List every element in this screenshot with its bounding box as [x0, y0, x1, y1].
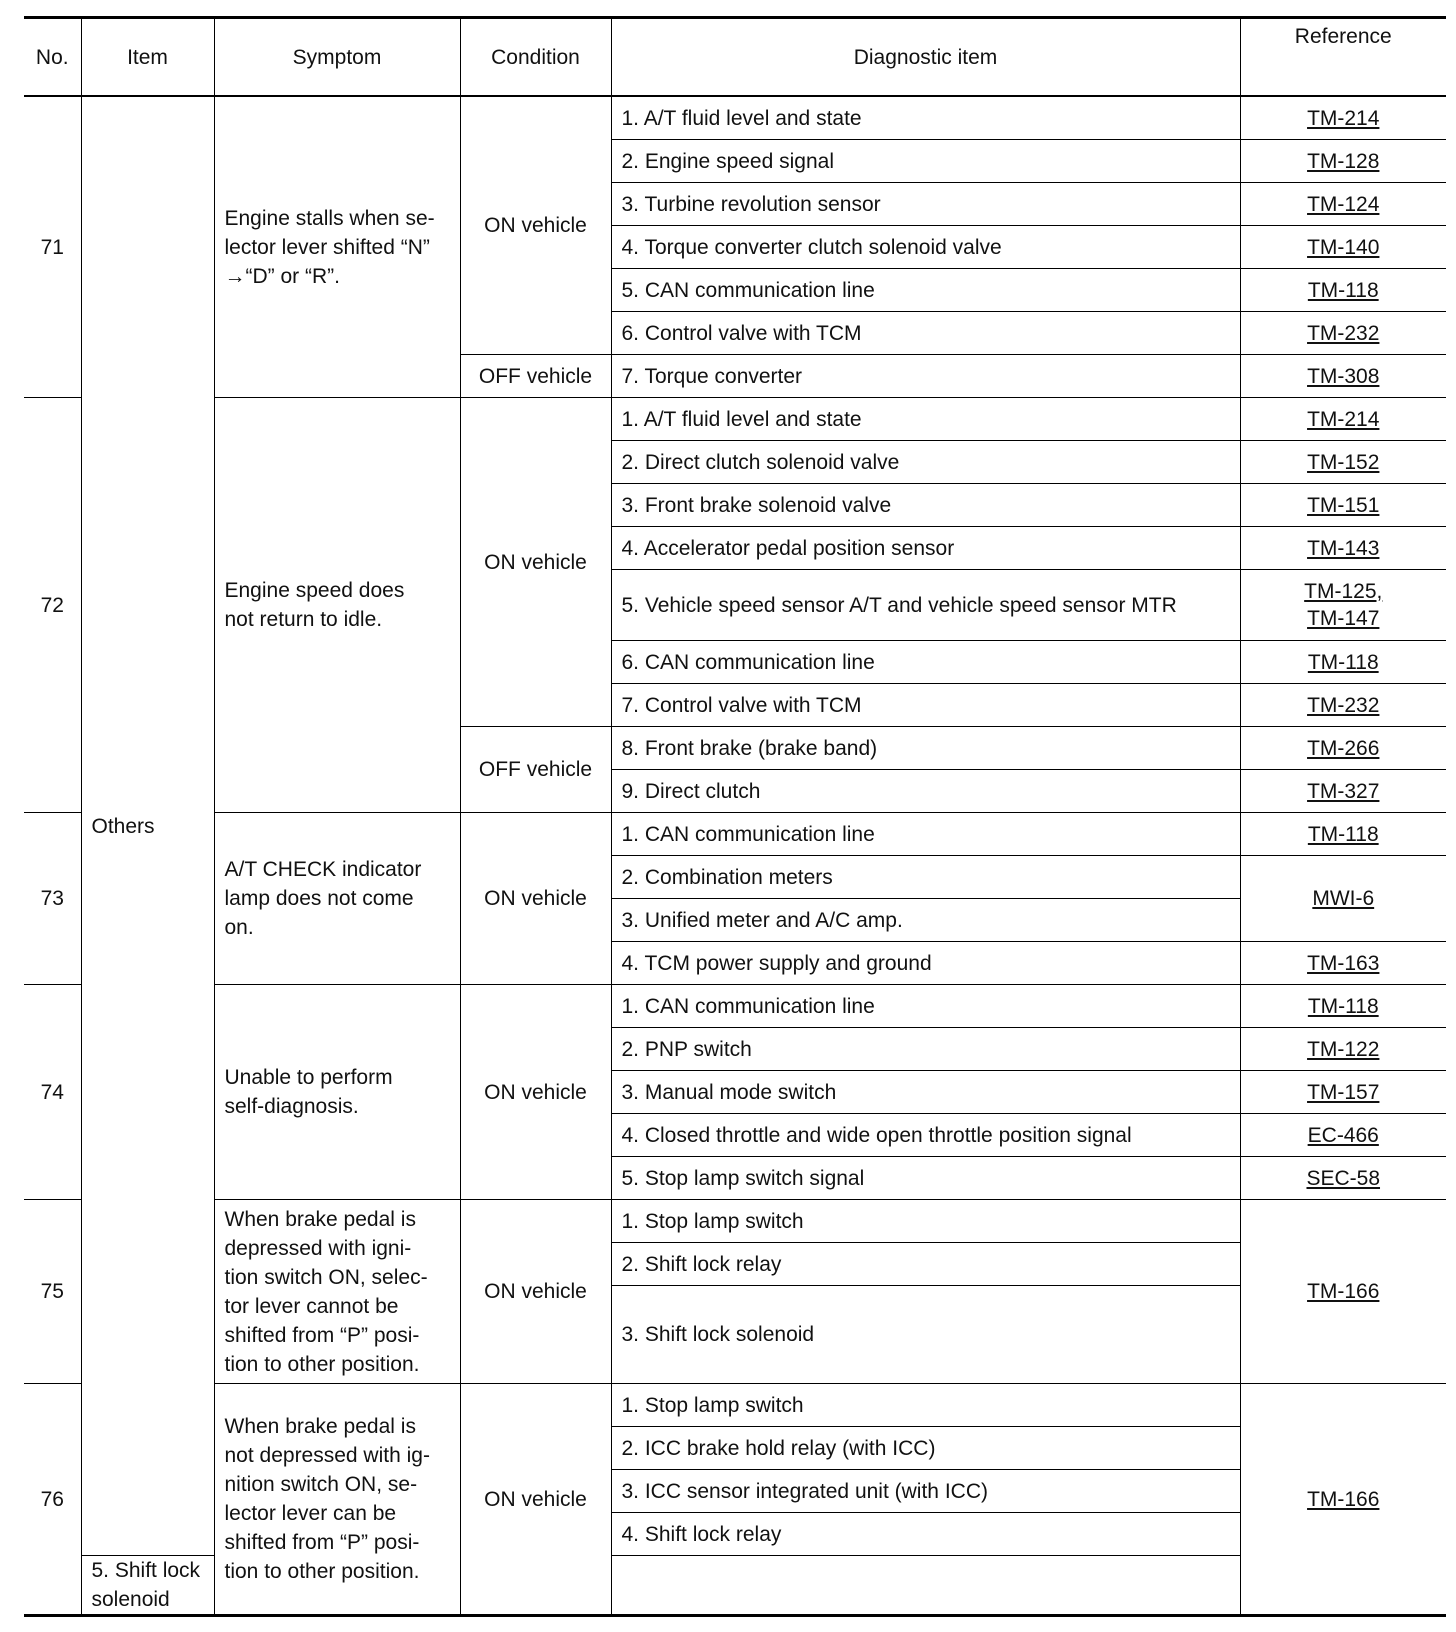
diagnostic-item: 1. CAN communication line — [611, 813, 1240, 856]
diagnostic-item: 7. Control valve with TCM — [611, 684, 1240, 727]
table-row — [24, 1200, 1446, 1243]
header-diagnostic-item: Diagnostic item — [611, 18, 1240, 97]
diagnostic-item: 4. Torque converter clutch solenoid valve — [611, 226, 1240, 269]
reference-link[interactable]: TM-157 — [1240, 1071, 1446, 1114]
reference-link[interactable]: TM-152 — [1240, 441, 1446, 484]
header-reference: Reference — [1240, 18, 1446, 97]
diagnostic-item: 8. Front brake (brake band) — [611, 727, 1240, 770]
diagnostic-item: 3. Manual mode switch — [611, 1071, 1240, 1114]
reference-link[interactable]: TM-140 — [1240, 226, 1446, 269]
diagnosis-table-container — [24, 16, 1446, 1617]
diagnostic-item: 1. CAN communication line — [611, 985, 1240, 1028]
diagnostic-item: 3. Shift lock solenoid — [611, 1286, 1240, 1384]
reference-link[interactable]: EC-466 — [1240, 1114, 1446, 1157]
row-number: 76 — [24, 1384, 81, 1616]
diagnostic-item: 4. Closed throttle and wide open throttle position signal — [611, 1114, 1240, 1157]
diagnostic-item: 3. Turbine revolution sensor — [611, 183, 1240, 226]
reference-link[interactable]: TM-118 — [1240, 985, 1446, 1028]
diagnostic-item: 5. CAN communication line — [611, 269, 1240, 312]
table-row — [24, 398, 1446, 441]
reference-link[interactable]: TM-214 — [1240, 96, 1446, 140]
row-number: 75 — [24, 1200, 81, 1384]
symptom-text: Engine speed does not return to idle. — [214, 398, 460, 813]
reference-link[interactable]: TM-151 — [1240, 484, 1446, 527]
diagnostic-item: 9. Direct clutch — [611, 770, 1240, 813]
reference-link[interactable]: TM-122 — [1240, 1028, 1446, 1071]
symptom-text: When brake pedal is depressed with igni- tion switch ON, selec- tor lever cannot be shifted from “P” posi- tion to other position. — [214, 1200, 460, 1384]
reference-link[interactable]: TM-232 — [1240, 684, 1446, 727]
row-number: 73 — [24, 813, 81, 985]
reference-link[interactable]: TM-118 — [1240, 269, 1446, 312]
reference-link[interactable]: TM-308 — [1240, 355, 1446, 398]
diagnostic-item: 2. ICC brake hold relay (with ICC) — [611, 1427, 1240, 1470]
diagnostic-item: 2. Direct clutch solenoid valve — [611, 441, 1240, 484]
reference-link[interactable]: TM-118 — [1240, 813, 1446, 856]
diagnostic-item: 1. Stop lamp switch — [611, 1384, 1240, 1427]
diagnostic-item: 2. PNP switch — [611, 1028, 1240, 1071]
condition-label: ON vehicle — [460, 985, 611, 1200]
symptom-text: A/T CHECK indicator lamp does not come on. — [214, 813, 460, 985]
symptom-text: When brake pedal is not depressed with ig- nition switch ON, se- lector lever can be shifted from “P” posi- tion to other position. — [214, 1384, 460, 1616]
symptom-diagnosis-table — [24, 16, 1446, 1617]
table-row — [24, 96, 1446, 140]
diagnostic-item: 3. Unified meter and A/C amp. — [611, 899, 1240, 942]
diagnostic-item: 3. ICC sensor integrated unit (with ICC) — [611, 1470, 1240, 1513]
diagnostic-item: 5. Shift lock solenoid — [81, 1556, 214, 1616]
reference-link[interactable]: TM-214 — [1240, 398, 1446, 441]
table-row — [24, 985, 1446, 1028]
reference-link[interactable]: TM-166 — [1240, 1200, 1446, 1384]
table-row — [24, 813, 1446, 856]
diagnostic-item: 4. Accelerator pedal position sensor — [611, 527, 1240, 570]
diagnostic-item: 2. Shift lock relay — [611, 1243, 1240, 1286]
condition-label: OFF vehicle — [460, 355, 611, 398]
diagnostic-item: 1. A/T fluid level and state — [611, 398, 1240, 441]
diagnostic-item: 3. Front brake solenoid valve — [611, 484, 1240, 527]
diagnostic-item: 1. A/T fluid level and state — [611, 96, 1240, 140]
reference-link[interactable]: SEC-58 — [1240, 1157, 1446, 1200]
condition-label: OFF vehicle — [460, 727, 611, 813]
diagnostic-item: 4. TCM power supply and ground — [611, 942, 1240, 985]
reference-link[interactable]: TM-118 — [1240, 641, 1446, 684]
diagnostic-item: 7. Torque converter — [611, 355, 1240, 398]
row-number: 72 — [24, 398, 81, 813]
reference-link[interactable]: TM-266 — [1240, 727, 1446, 770]
diagnostic-item: 1. Stop lamp switch — [611, 1200, 1240, 1243]
table-row — [24, 1384, 1446, 1427]
condition-label: ON vehicle — [460, 398, 611, 727]
condition-label: ON vehicle — [460, 1200, 611, 1384]
condition-label: ON vehicle — [460, 96, 611, 355]
reference-link[interactable]: TM-166 — [1240, 1384, 1446, 1616]
header-row — [24, 18, 1446, 97]
diagnostic-item: 4. Shift lock relay — [611, 1513, 1240, 1556]
diagnostic-item: 5. Vehicle speed sensor A/T and vehicle speed sensor MTR — [611, 570, 1240, 641]
header-item: Item — [81, 18, 214, 97]
diagnostic-item: 6. Control valve with TCM — [611, 312, 1240, 355]
condition-label: ON vehicle — [460, 1384, 611, 1616]
diagnostic-item: 6. CAN communication line — [611, 641, 1240, 684]
header-no: No. — [24, 18, 81, 97]
diagnostic-item: 5. Stop lamp switch signal — [611, 1157, 1240, 1200]
reference-link[interactable]: TM-124 — [1240, 183, 1446, 226]
diagnostic-item: 2. Engine speed signal — [611, 140, 1240, 183]
reference-link[interactable]: TM-143 — [1240, 527, 1446, 570]
reference-link[interactable]: TM-125, TM-147 — [1240, 570, 1446, 641]
diagnostic-item: 2. Combination meters — [611, 856, 1240, 899]
item-group-label: Others — [81, 96, 214, 1556]
row-number: 74 — [24, 985, 81, 1200]
reference-link[interactable]: TM-163 — [1240, 942, 1446, 985]
header-condition: Condition — [460, 18, 611, 97]
reference-link[interactable]: TM-232 — [1240, 312, 1446, 355]
reference-link[interactable]: TM-128 — [1240, 140, 1446, 183]
symptom-text: Unable to perform self-diagnosis. — [214, 985, 460, 1200]
header-symptom: Symptom — [214, 18, 460, 97]
reference-link[interactable]: MWI-6 — [1240, 856, 1446, 942]
symptom-text: Engine stalls when se- lector lever shifted “N” →“D” or “R”. — [214, 96, 460, 398]
row-number: 71 — [24, 96, 81, 398]
reference-link[interactable]: TM-327 — [1240, 770, 1446, 813]
condition-label: ON vehicle — [460, 813, 611, 985]
